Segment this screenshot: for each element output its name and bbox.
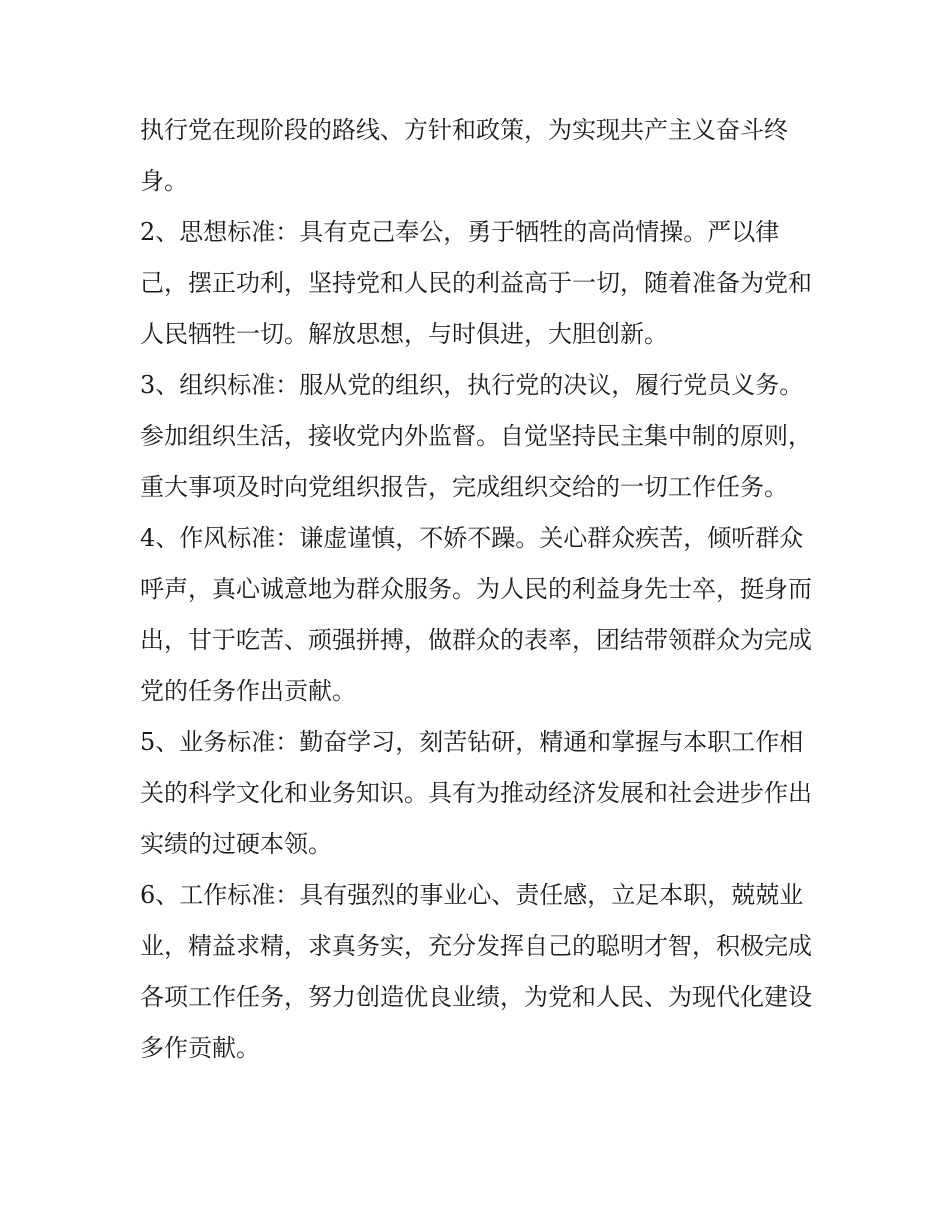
paragraph-organizational-standard: 3、组织标准：服从党的组织，执行党的决议，履行党员义务。参加组织生活，接收党内外监督。自觉坚持民主集中制的原则，重大事项及时向党组织报告，完成组织交给的一切工作任务。 [140, 371, 812, 501]
paragraph-professional-standard: 5、业务标准：勤奋学习，刻苦钻研，精通和掌握与本职工作相关的科学文化和业务知识。具有为推动经济发展和社会进步作出实绩的过硬本领。 [140, 728, 812, 858]
paragraph-ideological-standard: 2、思想标准：具有克己奉公，勇于牺牲的高尚情操。严以律己，摆正功利，坚持党和人民的利益高于一切，随着准备为党和人民牺牲一切。解放思想，与时俱进，大胆创新。 [140, 218, 812, 348]
paragraph-work-style-standard: 4、作风标准：谦虚谨慎，不娇不躁。关心群众疾苦，倾听群众呼声，真心诚意地为群众服务。为人民的利益身先士卒，挺身而出，甘于吃苦、顽强拼搏，做群众的表率，团结带领群众为完成党的任务作出贡献。 [140, 524, 812, 705]
paragraph-intro-continuation: 执行党在现阶段的路线、方针和政策，为实现共产主义奋斗终身。 [140, 116, 788, 195]
document-body [140, 105, 820, 1074]
paragraph-work-standard: 6、工作标准：具有强烈的事业心、责任感，立足本职，兢兢业业，精益求精，求真务实，充分发挥自己的聪明才智，积极完成各项工作任务，努力创造优良业绩，为党和人民、为现代化建设多作贡献。 [140, 881, 812, 1062]
